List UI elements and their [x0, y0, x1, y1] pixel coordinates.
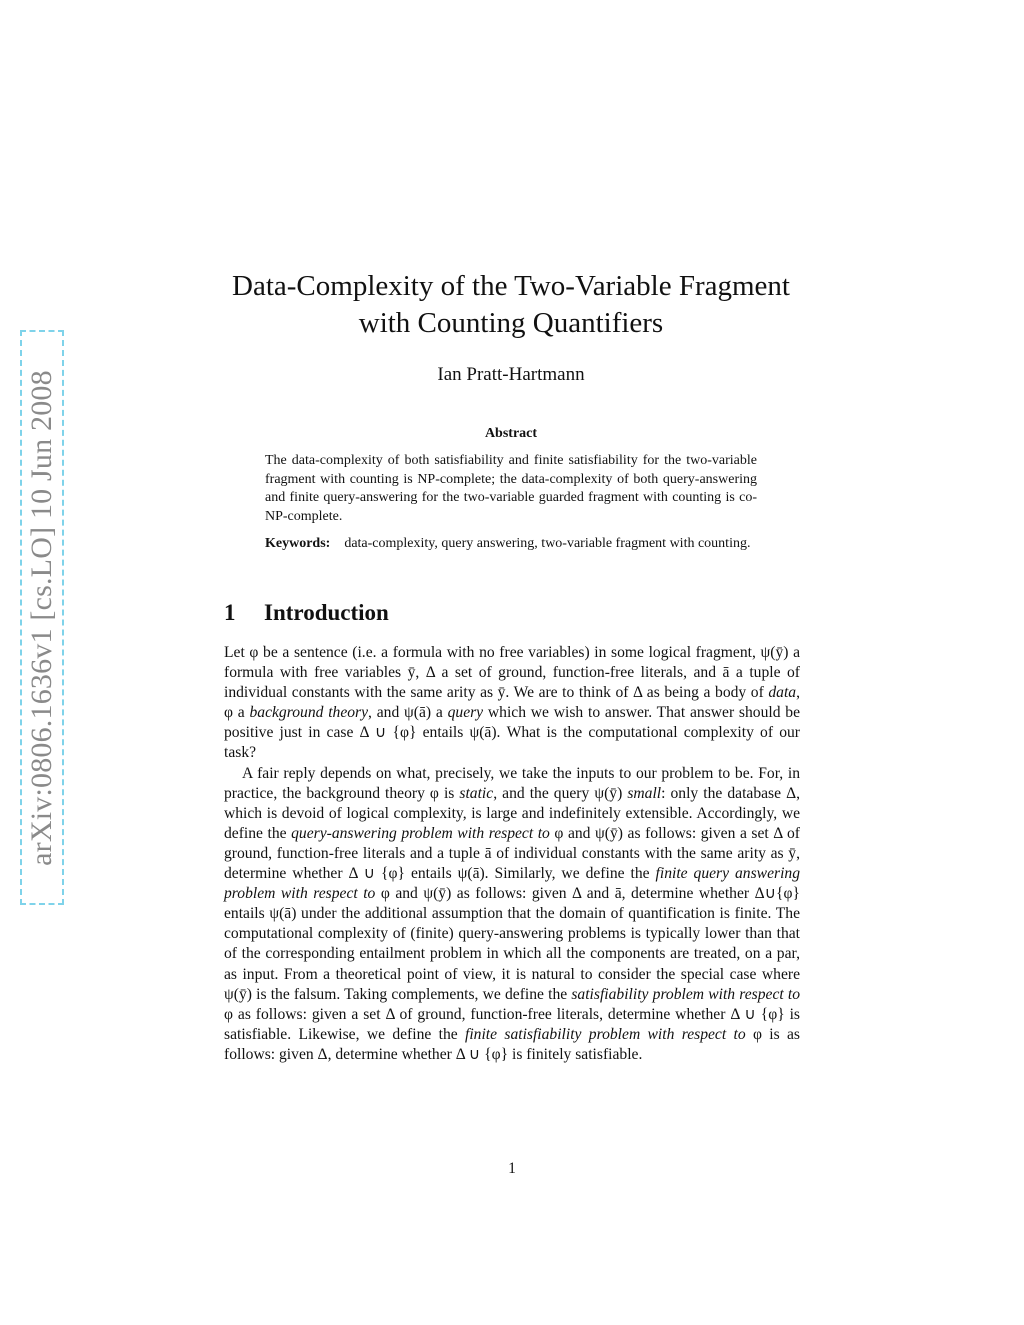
para2-emph-query-answering: query-answering problem with respect to	[291, 824, 550, 842]
title-line-1: Data-Complexity of the Two-Variable Fragment	[232, 270, 790, 302]
para2-text-4: φ and ψ(ȳ) as follows: given a set Δ of ground, function-free literals and a tuple ā of individual constants with the same arity as ȳ, determine whether Δ ∪ {φ} entails ψ(ā). Similarly, we define the	[224, 824, 801, 883]
keywords	[265, 535, 757, 554]
title-line-2: with Counting Quantifiers	[358, 307, 664, 339]
abstract-heading: Abstract	[484, 426, 538, 441]
para1-text-1: Let φ be a sentence (i.e. a formula with no free variables) in some logical fragment, ψ(ȳ) a formula with free variables ȳ, Δ a set of ground, function-free literals, and ā a tuple of individual constants with the same arity as ȳ. We are to think of Δ as being a body of	[224, 644, 800, 702]
paragraph-2	[224, 764, 800, 1065]
para2-text-5: φ and ψ(ȳ) as follows: given Δ and ā, determine whether Δ∪{φ} entails ψ(ā) under the additional assumption that the domain of quantification is finite. The computational complexity of (finite) query-answering problems is typically lower than that of the corresponding entailment problem in which all the components are treated, on a par, as input. From a theoretical point of view, it is natural to consider the special case where ψ(ȳ) is the falsum. Taking complements, we define the	[224, 885, 800, 1003]
section-number: 1	[224, 600, 236, 625]
para1-text-4: which we wish to answer. That answer should be positive just in case Δ ∪ {φ} entails ψ(ā). What is the computational complexity of our task?	[224, 704, 801, 762]
body-text	[224, 643, 800, 1065]
page-number: 1	[508, 1160, 516, 1177]
para2-text-3: : only the database Δ, which is devoid of logical complexity, is large and indefinitely extensible. Accordingly, we define the	[224, 784, 801, 842]
para1-emph-query: query	[447, 704, 484, 722]
para2-emph-finite-query: finite query answering problem with respect to	[224, 865, 800, 903]
abstract-text: The data-complexity of both satisfiability and finite satisfiability for the two-variable fragment with counting is NP-complete; the data-complexity of both query-answering and finite query-answering for the two-variable guarded fragment with counting is co-NP-complete.	[265, 453, 757, 524]
para2-emph-small: small	[627, 784, 662, 802]
paragraph-1	[224, 643, 800, 764]
section-title: Introduction	[264, 600, 389, 625]
para2-text-2: , and the query ψ(ȳ)	[493, 784, 628, 802]
para1-text-3: , and ψ(ā) a	[368, 704, 448, 722]
para2-emph-static: static	[459, 784, 494, 802]
para2-text-7: φ is as follows: given Δ, determine whether Δ ∪ {φ} is finitely satisfiable.	[224, 1025, 800, 1063]
arxiv-stamp-text: arXiv:0806.1636v1 [cs.LO] 10 Jun 2008	[25, 369, 58, 866]
para1-text-2: , φ a	[224, 684, 800, 722]
para2-text-1: A fair reply depends on what, precisely, we take the inputs to our problem to be. For, in practice, the background theory φ is	[224, 764, 800, 802]
paper-title	[222, 268, 800, 342]
section-heading	[224, 600, 389, 626]
arxiv-stamp	[20, 330, 64, 905]
para1-emph-background-theory: background theory	[249, 704, 369, 722]
para2-emph-finite-satisfiability: finite satisfiability problem with respect to	[465, 1025, 746, 1043]
author-name: Ian Pratt-Hartmann	[437, 364, 585, 385]
para2-text-6: φ as follows: given a set Δ of ground, function-free literals, determine whether Δ ∪ {φ} is satisfiable. Likewise, we define the	[224, 1005, 800, 1043]
para2-emph-satisfiability: satisfiability problem with respect to	[571, 985, 801, 1003]
keywords-text: data-complexity, query answering, two-variable fragment with counting.	[344, 536, 751, 551]
keywords-label: Keywords:	[265, 536, 331, 551]
para1-emph-data: data	[768, 684, 797, 702]
